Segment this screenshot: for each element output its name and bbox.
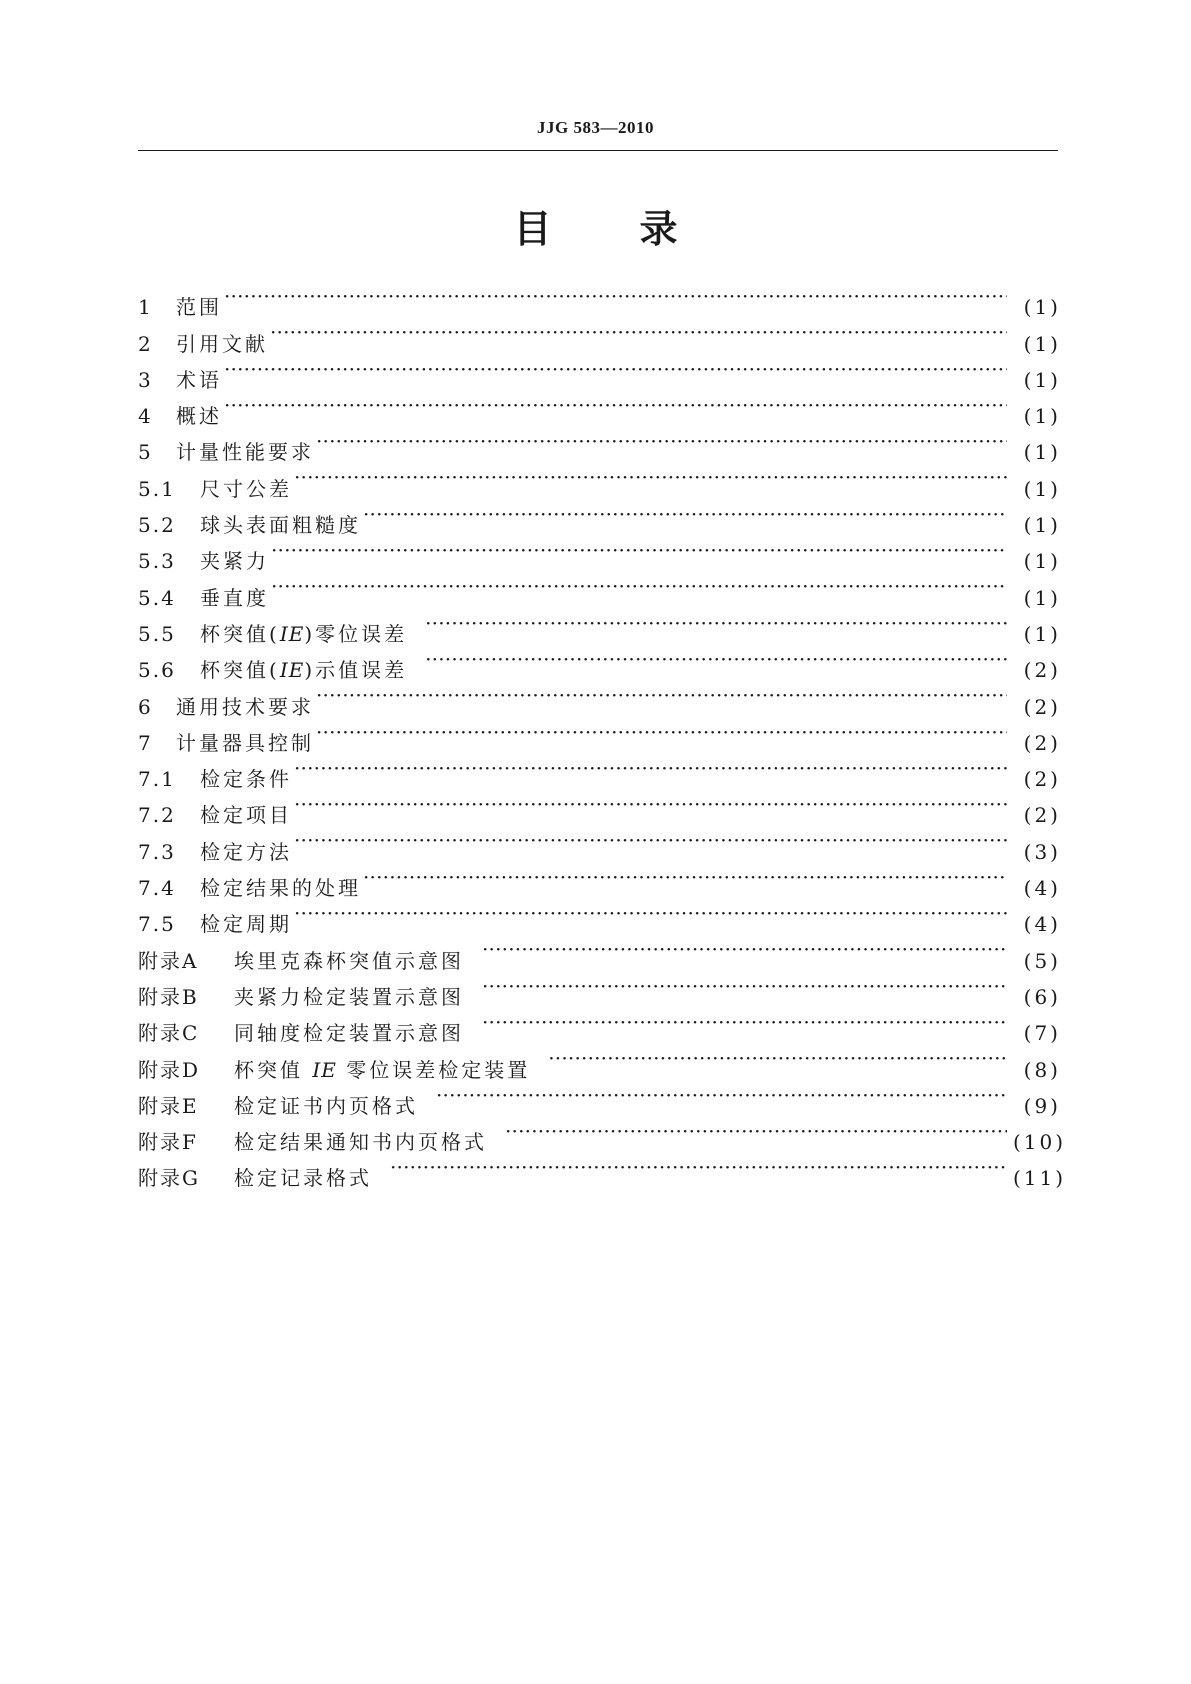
toc-leader-dots (436, 1077, 1007, 1113)
toc-entry-number: 5.4 (138, 585, 176, 610)
toc-entry-number: 1 (138, 295, 153, 320)
toc-entry-number: 附录D (138, 1057, 201, 1082)
toc-leader-dots (294, 459, 1007, 495)
toc-entry-number: 5.1 (138, 476, 176, 501)
toc-entry-page: (11) (1013, 1166, 1067, 1191)
page-header-code: JJG 583—2010 (537, 118, 654, 137)
header-rule (138, 150, 1058, 151)
toc-entry-title: 引用文献 (176, 331, 268, 356)
toc-entry-title: 检定记录格式 (234, 1166, 372, 1191)
toc-entry-page: (6) (1023, 984, 1061, 1009)
toc-entry-number: 5.2 (138, 513, 176, 538)
toc-entry-page: (7) (1023, 1021, 1061, 1046)
toc-entry-number: 2 (138, 331, 153, 356)
toc-entry-page: (1) (1023, 549, 1061, 574)
toc-entry-title-part: )示值误差 (304, 658, 408, 683)
toc-entry-number: 5 (138, 440, 153, 465)
toc-leader-dots (271, 568, 1007, 604)
toc-entry[interactable] (138, 351, 1061, 392)
toc-entry-title: 检定结果通知书内页格式 (234, 1130, 487, 1155)
toc-entry-title: 垂直度 (200, 585, 269, 610)
toc-entry-title: 尺寸公差 (200, 476, 292, 501)
toc-entry[interactable] (138, 314, 1061, 356)
toc-entry-page: (8) (1023, 1057, 1061, 1082)
toc-entry[interactable] (138, 387, 1061, 429)
toc-leader-dots (294, 750, 1007, 786)
toc-entry-page: (1) (1023, 295, 1061, 320)
toc-entry-number: 5.6 (138, 658, 176, 683)
toc-entry-title (200, 616, 407, 652)
toc-entry-number: 5.3 (138, 549, 176, 574)
toc-leader-dots (271, 532, 1007, 568)
toc-entry-number: 7.1 (138, 767, 176, 792)
toc-entry-page: (4) (1023, 876, 1061, 901)
toc-entry-number: 附录B (138, 984, 199, 1009)
toc-entry-title: 同轴度检定装置示意图 (234, 1021, 464, 1046)
toc-entry-title: 检定结果的处理 (200, 876, 361, 901)
toc-entry-title: 球头表面粗糙度 (200, 513, 361, 538)
toc-leader-dots (294, 895, 1007, 931)
toc-entry-title-part: 零位误差检定装置 (336, 1057, 531, 1082)
toc-entry-title: 计量性能要求 (176, 440, 314, 465)
toc-entry-title: 夹紧力检定装置示意图 (234, 984, 464, 1009)
toc-leader-dots (224, 351, 1007, 387)
toc-title (0, 198, 1191, 253)
toc-entry-title: 检定项目 (200, 803, 292, 828)
toc-entry-title-part: 杯突值( (200, 621, 280, 646)
toc-entry-page: (2) (1023, 658, 1061, 683)
toc-entry[interactable] (138, 423, 1061, 465)
toc-entry-page: (2) (1023, 694, 1061, 719)
toc-entry-title: 范围 (176, 295, 222, 320)
toc-leader-dots (270, 314, 1007, 350)
toc-entry-title: 夹紧力 (200, 549, 269, 574)
toc-entry-page: (1) (1023, 367, 1061, 392)
toc-entry-number: 7.2 (138, 803, 176, 828)
toc-entry-page: (3) (1023, 839, 1061, 864)
toc-entry-number: 附录C (138, 1021, 200, 1046)
toc-entry-number: 6 (138, 694, 153, 719)
toc-entry-number: 4 (138, 404, 153, 429)
toc-entry-title: 计量器具控制 (176, 730, 314, 755)
toc-leader-dots (482, 968, 1007, 1004)
toc-entry-page: (1) (1023, 476, 1061, 501)
toc-entry[interactable] (138, 568, 1061, 610)
toc-leader-dots (425, 605, 1007, 641)
toc-entry-title: 检定方法 (200, 839, 292, 864)
toc-entry-title-italic: IE (279, 621, 305, 646)
toc-entry-title: 埃里克森杯突值示意图 (234, 948, 464, 973)
toc-entry-title: 通用技术要求 (176, 694, 314, 719)
toc-list (138, 278, 1067, 1191)
toc-entry-page: (1) (1023, 513, 1061, 538)
toc-entry-title-italic: IE (312, 1057, 337, 1082)
toc-entry-number: 5.5 (138, 621, 176, 646)
toc-entry-number: 附录E (138, 1093, 199, 1118)
toc-entry-number: 7 (138, 730, 153, 755)
toc-entry-title: 术语 (176, 367, 222, 392)
toc-leader-dots (224, 387, 1007, 423)
toc-leader-dots (505, 1113, 1007, 1149)
toc-leader-dots (316, 423, 1007, 459)
toc-entry-title-part: 杯突值 (234, 1057, 313, 1082)
toc-leader-dots (363, 859, 1007, 895)
toc-entry-page: (2) (1023, 730, 1061, 755)
toc-entry-number: 7.4 (138, 876, 176, 901)
toc-entry-page: (1) (1023, 440, 1061, 465)
toc-entry-number: 3 (138, 367, 153, 392)
toc-title-char-1: 目 (513, 207, 552, 251)
toc-leader-dots (316, 677, 1007, 713)
toc-leader-dots (224, 278, 1007, 314)
toc-entry-page: (1) (1023, 331, 1061, 356)
toc-entry-title-part: 杯突值( (200, 658, 280, 683)
toc-entry-number: 附录G (138, 1166, 200, 1191)
toc-entry-page: (1) (1023, 621, 1061, 646)
toc-leader-dots (425, 641, 1007, 677)
toc-entry-title: 概述 (176, 404, 222, 429)
toc-leader-dots (482, 1004, 1007, 1040)
toc-entry-page: (5) (1023, 948, 1061, 973)
toc-entry-page: (9) (1023, 1093, 1061, 1118)
toc-leader-dots (316, 714, 1007, 750)
toc-entry-number: 7.5 (138, 912, 176, 937)
toc-leader-dots (548, 1040, 1007, 1076)
toc-entry-title-italic: IE (279, 658, 305, 683)
toc-entry-page: (1) (1023, 404, 1061, 429)
toc-entry-number: 附录A (138, 948, 199, 973)
toc-entry-title-part: )零位误差 (304, 621, 408, 646)
toc-leader-dots (363, 496, 1007, 532)
toc-title-char-2: 录 (639, 207, 678, 251)
toc-entry-number: 7.3 (138, 839, 176, 864)
toc-entry[interactable] (138, 532, 1061, 574)
toc-leader-dots (294, 786, 1007, 822)
toc-entry-title: 检定周期 (200, 912, 292, 937)
toc-entry-title: 检定条件 (200, 767, 292, 792)
toc-leader-dots (482, 931, 1007, 967)
toc-entry-title: 检定证书内页格式 (234, 1093, 418, 1118)
toc-entry[interactable] (138, 278, 1061, 320)
toc-entry-page: (10) (1013, 1130, 1067, 1155)
toc-entry-page: (2) (1023, 767, 1061, 792)
toc-entry-page: (4) (1023, 912, 1061, 937)
toc-leader-dots (294, 822, 1007, 858)
toc-entry-page: (1) (1023, 585, 1061, 610)
toc-entry-page: (2) (1023, 803, 1061, 828)
toc-entry[interactable] (138, 605, 1061, 646)
toc-leader-dots (390, 1149, 1007, 1185)
toc-entry-number: 附录F (138, 1130, 198, 1155)
